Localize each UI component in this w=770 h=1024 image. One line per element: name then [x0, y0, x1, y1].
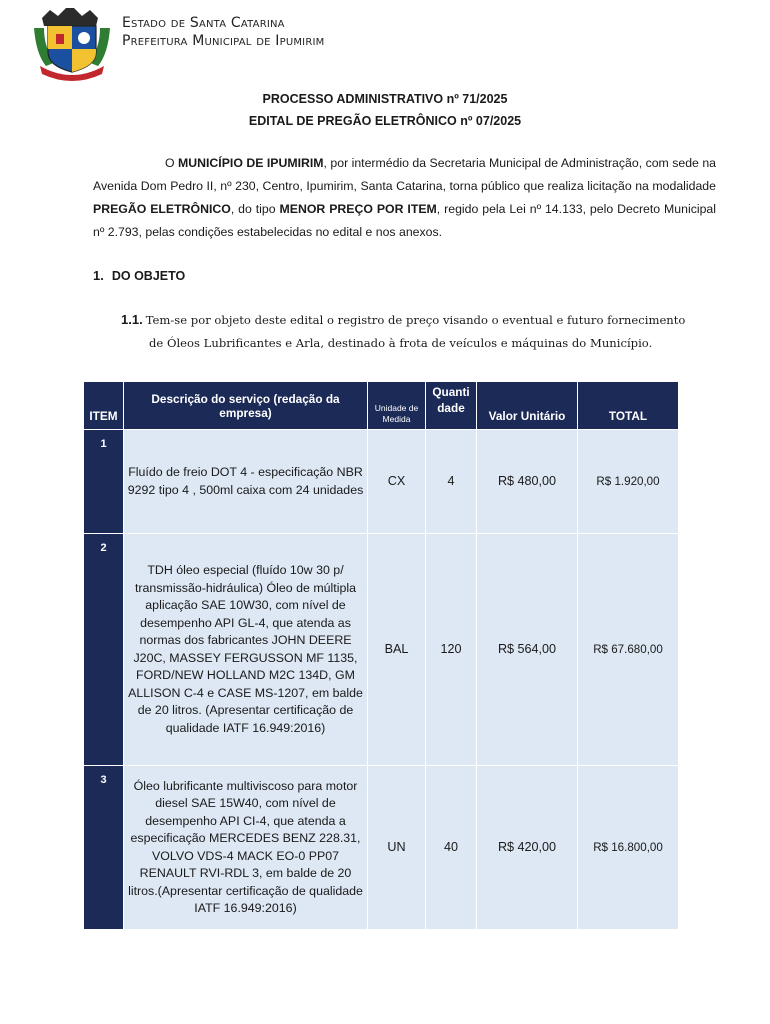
row-quantity: 4 [426, 430, 477, 534]
table-row [84, 766, 679, 930]
row-item-number: 2 [84, 534, 124, 766]
intro-text-2: , por intermédio da Secretaria Municipal de Administração, com sede na Avenida Dom Pedro II, nº 230, Centro, Ipumirim, Santa Catarina, torna público que realiza licitação na modalidade [93, 156, 717, 193]
row-unit-price: R$ 480,00 [477, 430, 578, 534]
section-title: DO OBJETO [111, 269, 186, 283]
intro-text-3: , do tipo [230, 202, 280, 216]
edital-title: EDITAL DE PREGÃO ELETRÔNICO nº 07/2025 [248, 114, 522, 128]
intro-text-1: O [165, 156, 178, 170]
subsection-paragraph [121, 308, 717, 355]
section-number: 1. [93, 268, 104, 283]
section-heading [93, 268, 185, 283]
header-item: ITEM [84, 382, 124, 430]
header-unit-price: Valor Unitário [477, 382, 578, 430]
header-description: Descrição do serviço (redação da empresa) [124, 382, 368, 430]
items-table [83, 381, 679, 930]
intro-bold-modality: PREGÃO ELETRÔNICO [93, 202, 231, 216]
document-header [30, 6, 730, 86]
intro-paragraph [93, 152, 716, 244]
header-unit: Unidade de Medida [368, 382, 426, 430]
row-item-number: 3 [84, 766, 124, 930]
state-name: Estado de Santa Catarina [122, 15, 285, 31]
row-item-number: 1 [84, 430, 124, 534]
table-header-row [84, 382, 679, 430]
subsection-number: 1.1. [121, 312, 143, 327]
subsection-line-1: Tem-se por objeto deste edital o registro de preço visando o eventual e futuro fornecimento [145, 313, 686, 327]
row-quantity: 120 [426, 534, 477, 766]
header-quantity: Quantidade [426, 382, 477, 430]
row-unit: UN [368, 766, 426, 930]
intro-bold-municipality: MUNICÍPIO DE IPUMIRIM [178, 156, 324, 170]
table-row [84, 534, 679, 766]
table-row [84, 430, 679, 534]
process-title: PROCESSO ADMINISTRATIVO nº 71/2025 [262, 92, 508, 106]
row-unit: BAL [368, 534, 426, 766]
row-total: R$ 67.680,00 [578, 534, 679, 766]
row-description: Fluído de freio DOT 4 - especificação NBR 9292 tipo 4 , 500ml caixa com 24 unidades [124, 430, 368, 534]
row-unit-price: R$ 420,00 [477, 766, 578, 930]
row-description: TDH óleo especial (fluído 10w 30 p/ transmissão-hidráulica) Óleo de múltipla aplicação SAE 10W30, com nível de desempenho API GL-4, que atenda as normas dos fabricantes JOHN DEERE J20C, MASSEY FERGUSSON MF 1135, FORD/NEW HOLLAND M2C 134D, GM ALLISON C-4 e CASE MS-1207, em balde de 20 litros. (Apresentar certificação de qualidade IATF 16.949:2016) [124, 534, 368, 766]
row-total: R$ 16.800,00 [578, 766, 679, 930]
row-total: R$ 1.920,00 [578, 430, 679, 534]
header-total: TOTAL [578, 382, 679, 430]
intro-text-4: , regido pela Lei nº 14.133, pelo Decreto Municipal nº 2.793, pelas condições estabelecidas no edital e nos anexos. [93, 202, 717, 239]
subsection-line-2: de Óleos Lubrificantes e Arla, destinado à frota de veículos e máquinas do Município. [149, 336, 653, 350]
row-unit-price: R$ 564,00 [477, 534, 578, 766]
row-unit: CX [368, 430, 426, 534]
municipality-name: Prefeitura Municipal de Ipumirim [122, 33, 325, 49]
municipal-crest-icon [30, 6, 114, 82]
row-description: Óleo lubrificante multiviscoso para motor diesel SAE 15W40, com nível de desempenho API CI-4, que atenda a especificação MERCEDES BENZ 228.31, VOLVO VDS-4 MACK EO-0 PP07 RENAULT RVI-RDL 3, em balde de 20 litros.(Apresentar certificação de qualidade IATF 16.949:2016) [124, 766, 368, 930]
intro-bold-type: MENOR PREÇO POR ITEM [279, 202, 437, 216]
row-quantity: 40 [426, 766, 477, 930]
